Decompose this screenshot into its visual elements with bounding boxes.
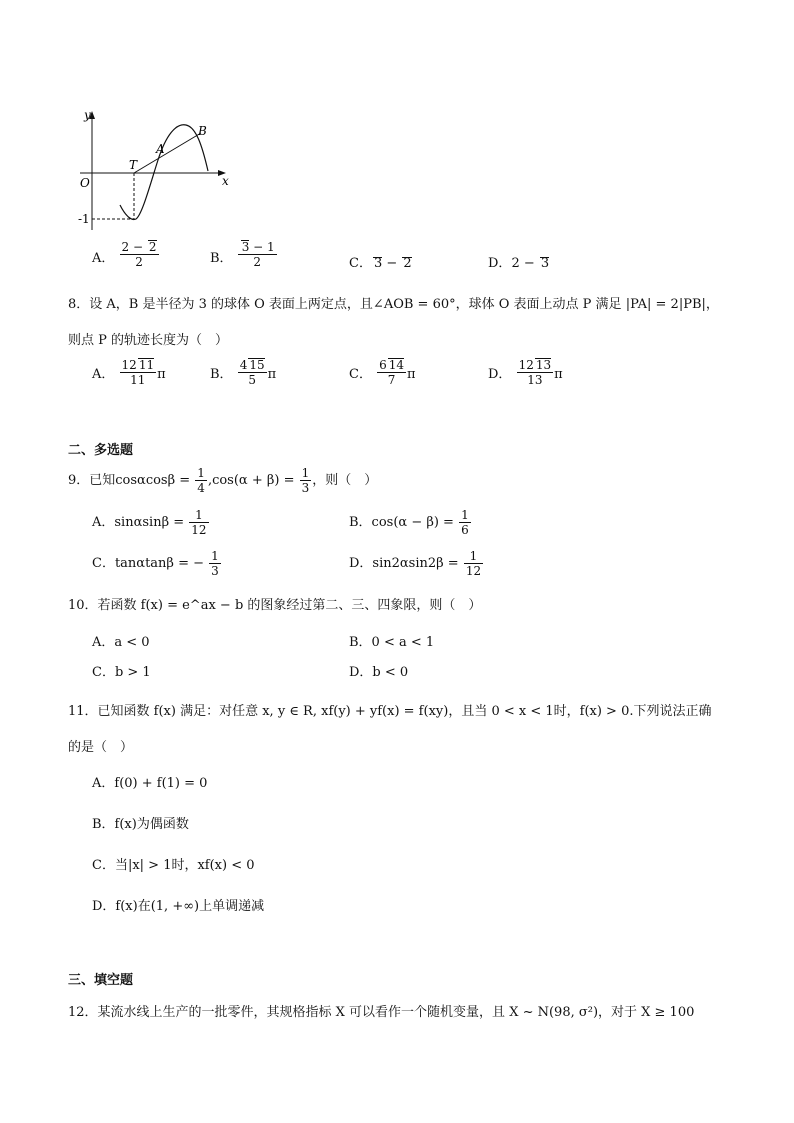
- label-t: T: [129, 158, 138, 172]
- label-b: B: [198, 124, 207, 138]
- label-neg1: -1: [78, 212, 90, 226]
- q8-option-d[interactable]: D． $\frac{12 13}{13}$ π: [488, 358, 563, 387]
- q7-option-b-fraction: $\frac{3 - 1}{2}$: [238, 240, 277, 269]
- q10-option-b[interactable]: B．0 < a < 1: [349, 635, 435, 650]
- q7-option-b-letter: B．: [210, 251, 233, 266]
- q9-option-b[interactable]: B．cos(α − β) = $\frac{1}{6}$: [349, 508, 469, 537]
- q10-option-c[interactable]: C．b > 1: [92, 665, 151, 680]
- q7-option-b[interactable]: [210, 240, 278, 269]
- q12-stem-line1: 12．某流水线上生产的一批零件，其规格指标 X 可以看作一个随机变量，且 X ~ N(98, σ²)，对于 X ≥ 100: [68, 1005, 695, 1020]
- q9-stem: 9．已知cosαcosβ = $\frac{1}{4}$ ,cos(α + β) = $\frac{1}{3}$ ，则（ ）: [68, 466, 378, 495]
- function-graph: [70, 105, 240, 235]
- q8-option-a[interactable]: A． $\frac{12 11}{11}$ π: [92, 358, 166, 387]
- q9-option-a[interactable]: A．sinαsinβ = $\frac{1}{12}$: [92, 508, 207, 537]
- q10-stem: 10．若函数 f(x) = e^ax − b 的图象经过第二、三、四象限，则（ ）: [68, 598, 482, 613]
- q8-stem-line2: 则点 P 的轨迹长度为（ ）: [68, 333, 229, 348]
- q10-option-d[interactable]: D．b < 0: [349, 665, 409, 680]
- q9-option-c[interactable]: C．tanαtanβ = − $\frac{1}{3}$: [92, 549, 219, 578]
- label-y: y: [84, 108, 91, 122]
- section-heading-multi-choice: 二、多选题: [68, 443, 134, 458]
- q11-option-c[interactable]: C．当|x| > 1时，xf(x) < 0: [92, 858, 255, 873]
- q11-option-b[interactable]: B．f(x)为偶函数: [92, 817, 189, 832]
- tangent-line: [134, 133, 201, 173]
- q9-option-d[interactable]: D．sin2αsin2β = $\frac{1}{12}$: [349, 549, 482, 578]
- q11-stem-line1: 11．已知函数 f(x) 满足：对任意 x, y ∈ R, xf(y) + yf(x) = f(xy)，且当 0 < x < 1时，f(x) > 0.下列说法正确: [68, 704, 712, 719]
- label-a: A: [156, 142, 165, 156]
- section-heading-fill-blank: 三、填空题: [68, 973, 134, 988]
- curve: [120, 125, 208, 220]
- q7-option-c[interactable]: C． 3 − 2: [349, 256, 412, 271]
- q7-option-a-fraction: $\frac{2 - 2}{2}$: [121, 240, 157, 269]
- q10-option-a[interactable]: A．a < 0: [92, 635, 150, 650]
- q7-option-c-letter: C．: [349, 256, 372, 271]
- q7-option-a[interactable]: [92, 240, 160, 269]
- label-o: O: [80, 176, 90, 190]
- q7-option-d-letter: D．: [488, 256, 512, 271]
- q11-stem-line2: 的是（ ）: [68, 740, 134, 755]
- q11-option-a[interactable]: A．f(0) + f(1) = 0: [92, 776, 208, 791]
- q11-option-d[interactable]: D．f(x)在(1, +∞)上单调递减: [92, 899, 265, 914]
- q8-option-c[interactable]: C． $\frac{6 14}{7}$ π: [349, 358, 416, 387]
- q7-option-a-letter: A．: [92, 251, 115, 266]
- label-x: x: [222, 174, 229, 188]
- q7-option-d[interactable]: D．2 − 3: [488, 256, 550, 271]
- q8-option-b[interactable]: B． $\frac{4 15}{5}$ π: [210, 358, 277, 387]
- q8-stem-line1: 8．设 A，B 是半径为 3 的球体 O 表面上两定点，且∠AOB = 60°，球体 O 表面上动点 P 满足 |PA| = 2|PB|，: [68, 297, 719, 312]
